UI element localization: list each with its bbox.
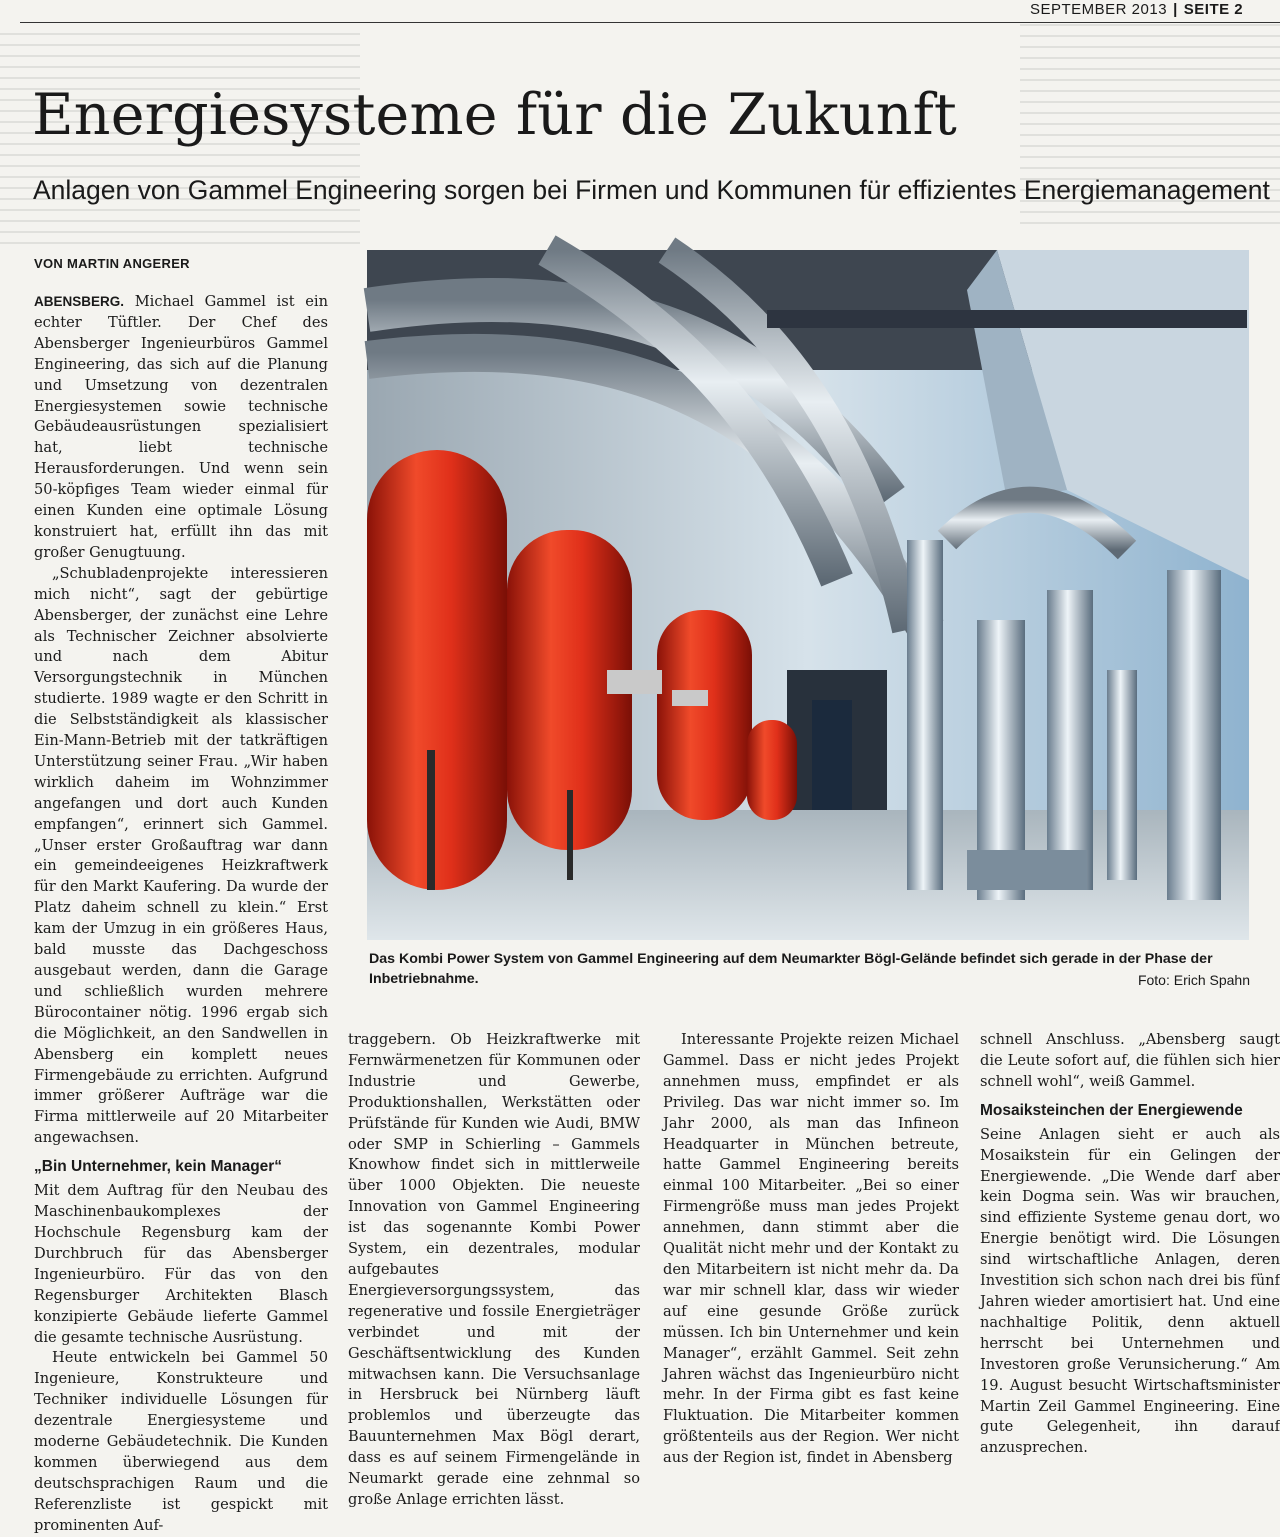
photo-credit: Foto: Erich Spahn	[1137, 972, 1250, 988]
page-header	[1030, 0, 1280, 22]
article-photo-boiler-room	[367, 250, 1249, 940]
issue-date: SEPTEMBER 2013	[1030, 1, 1168, 18]
section-heading: „Bin Unternehmer, kein Manager“	[34, 1158, 283, 1176]
photo-caption: Das Kombi Power System von Gammel Engineering auf dem Neumarkter Bögl-Gelände befindet sich gerade in der Phase der Inbetriebnahme.	[369, 951, 1213, 987]
paragraph: Seine Anlagen sieht er auch als Mosaikstein für ein Gelingen der Energiewende. „Die Wende darf aber kein Dogma sein. Was wir brauchen, sind effiziente Systeme genau dort, wo Energie benötigt wird. Die Lösungen sind wirtschaftliche Anlagen, deren Investition sich schon nach drei bis fünf Jahren wieder amortisiert hat. Und eine nachhaltige Politik, denn aktuell herrscht bei Unternehmen und Investoren große Verunsicherung.“ Am 19. August besucht Wirtschaftsminister Martin Zeil Gammel Engineering. Eine gute Gelegenheit, ihn darauf anzusprechen.	[980, 1125, 1280, 1457]
paragraph: Mit dem Auftrag für den Neubau des Maschinenbaukomplexes der Hochschule Regensburg kam der Durchbruch für das Abensberger Ingenieurbüro. Für das von den Regensburger Architekten Blasch konzipierte Gebäude lieferte Gammel die gesamte technische Ausrüstung.	[34, 1182, 328, 1346]
paragraph: „Schubladenprojekte interessieren mich nicht“, sagt der gebürtige Abensberger, der zunächst eine Lehre als Technischer Zeichner absolvierte und nach dem Abitur Versorgungstechnik in München studierte. 1989 wagte er den Schritt in die Selbstständigkeit als klassischer Ein-Mann-Betrieb mit der tatkräftigen Unterstützung seiner Frau. „Wir haben wirklich daheim im Wohnzimmer angefangen und dort auch Kunden empfangen“, erinnert sich Gammel. „Unser erster Großauftrag war dann ein gemeindeeigenes Heizkraftwerk für den Markt Kaufering. Da wurde der Platz daheim schnell zu klein.“ Erst kam der Umzug in ein größeres Haus, bald musste das Dachgeschoss ausgebaut werden, dann die Garage und schließlich wurden mehrere Bürocontainer nötig. 1996 ergab sich die Möglichkeit, an den Sandwellen in Abensberg ein komplett neues Firmengebäude zu errichten. Aufgrund immer größerer Aufträge war die Firma mittlerweile auf 20 Mitarbeiter angewachsen.	[34, 564, 328, 1147]
header-rule	[20, 22, 1280, 23]
paragraph: traggebern. Ob Heizkraftwerke mit Fernwärmenetzen für Kommunen oder Industrie und Gewerbe, Produktionshallen, Werkstätten oder Prüfstände für Kunden wie Audi, BMW oder SMP in Schierling – Gammels Knowhow findet sich in mittlerweile über 1000 Objekten. Die neueste Innovation von Gammel Engineering ist das sogenannte Kombi Power System, ein dezentrales, modular aufgebautes Energieversorgungssystem, das regenerative und fossile Energieträger verbindet und mit der Geschäftsentwicklung des Kunden mitwachsen kann. Die Versuchsanlage in Hersbruck bei Nürnberg läuft problemlos und überzeugte das Bauunternehmen Max Bögl derart, dass es auf seinem Firmengelände in Neumarkt gerade eine zehnmal so große Anlage errichten lässt.	[348, 1031, 640, 1508]
section-heading: Mosaiksteinchen der Energiewende	[980, 1101, 1243, 1119]
headline: Energiesysteme für die Zukunft	[32, 82, 958, 148]
subheadline: Anlagen von Gammel Engineering sorgen bei Firmen und Kommunen für effizientes Energiemanagement	[33, 175, 1270, 205]
byline: VON MARTIN ANGERER	[34, 256, 190, 271]
article-column-3	[663, 1030, 959, 1480]
article-column-1	[34, 292, 328, 1534]
dateline: ABENSBERG.	[34, 294, 125, 309]
page-number: SEITE 2	[1183, 1, 1244, 18]
photo-illustration	[367, 250, 1249, 940]
paragraph: ABENSBERG. Michael Gammel ist ein echter Tüftler. Der Chef des Abensberger Ingenieurbüros Gammel Engineering, das sich auf die Planung und Umsetzung von dezentralen Energiesystemen sowie technische Gebäudeausrüstungen spezialisiert hat, liebt technische Herausforderungen. Und wenn sein 50-köpfiges Team wieder einmal für einen Kunden eine optimale Lösung konstruiert hat, erfüllt ihn das mit großer Genugtuung.	[34, 293, 328, 561]
paragraph: Interessante Projekte reizen Michael Gammel. Dass er nicht jedes Projekt annehmen muss, empfindet er als Privileg. Das war nicht immer so. Im Jahr 2000, als man das Infineon Headquarter in München betreute, hatte Gammel Engineering bereits einmal 100 Mitarbeiter. „Bei so einer Firmengröße muss man jedes Projekt annehmen, dann stimmt aber die Qualität nicht mehr und der Kontakt zu den Mitarbeitern ist nicht mehr da. Da war mir schnell klar, dass wir wieder auf eine gesunde Größe zurück müssen. Ich bin Unternehmer und kein Manager“, erzählt Gammel. Seit zehn Jahren wächst das Ingenieurbüro nicht mehr. In der Firma gibt es fast keine Fluktuation. Die Mitarbeiter kommen größtenteils aus der Region. Wer nicht aus der Region ist, findet in Abensberg	[663, 1031, 959, 1467]
header-separator: |	[1173, 1, 1178, 18]
article-column-4	[980, 1030, 1280, 1480]
paragraph: schnell Anschluss. „Abensberg saugt die Leute sofort auf, die fühlen sich hier schnell wohl“, weiß Gammel.	[980, 1031, 1280, 1090]
paragraph: Heute entwickeln bei Gammel 50 Ingenieure, Konstrukteure und Techniker individuelle Lösungen für dezentrale Energiesysteme und moderne Gebäudetechnik. Die Kunden kommen überwiegend aus dem deutschsprachigen Raum und die Referenzliste ist gespickt mit prominenten Auf-	[34, 1349, 328, 1534]
article-column-2	[348, 1030, 640, 1508]
